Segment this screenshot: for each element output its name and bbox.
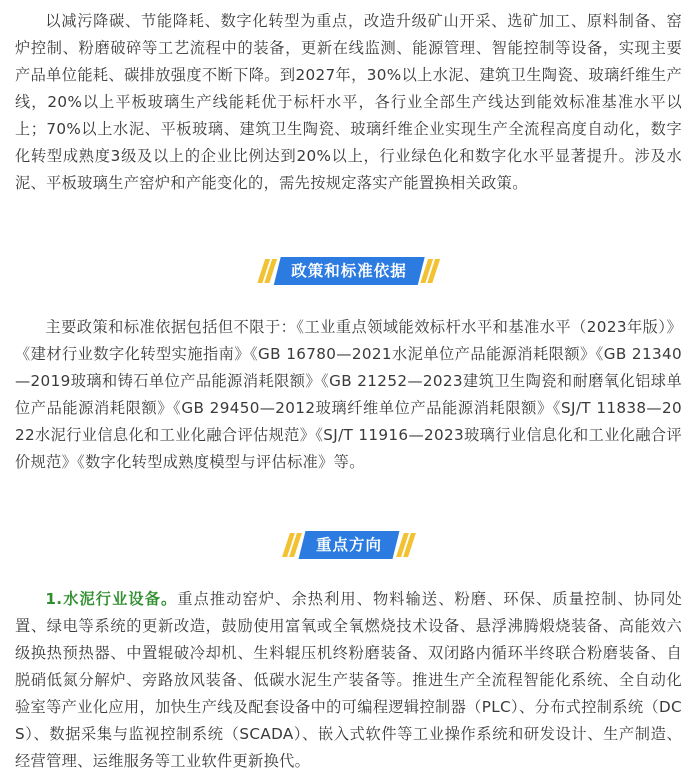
focus-item-cement (15, 586, 682, 775)
policy-paragraph: 主要政策和标准依据包括但不限于：《工业重点领域能效标杆水平和基准水平（2023年版）》《建材行业数字化转型实施指南》《GB 16780—2021水泥单位产品能源消耗限额》《GB 21340—2019玻璃和铸石单位产品能源消耗限额》《GB 21252—2023建筑卫生陶瓷和耐磨氧化铝球单位产品能源消耗限额》《GB 29450—2012玻璃纤维单位产品能源消耗限额》《SJ/T 11838—2022水泥行业信息化和工业化融合评估规范》《SJ/T 11916—2023玻璃行业信息化和工业化融合评价规范》《数字化转型成熟度模型与评估标准》等。 (15, 318, 682, 471)
focus-item-body: 重点推动窑炉、余热利用、物料输送、粉磨、环保、质量控制、协同处置、绿电等系统的更新改造，鼓励使用富氧或全氧燃烧技术设备、悬浮沸腾煅烧装备、高能效六级换热预热器、中置辊破冷却机、生料辊压机终粉磨装备、双闭路内循环半终联合粉磨装备、自脱硝低氮分解炉、旁路放风装备、低碳水泥生产装备等。推进生产全流程智能化系统、全自动化验室等产业化应用，加快生产线及配套设备中的可编程逻辑控制器（PLC）、分布式控制系统（DCS）、数据采集与监视控制系统（SCADA）、嵌入式软件等工业操作系统和研发设计、生产制造、经营管理、运维服务等工业软件更新换代。 (15, 590, 682, 770)
stripe-decoration-left (261, 257, 273, 285)
section-title-tag (298, 531, 399, 559)
section-title-policy: 政策和标准依据 (290, 262, 407, 280)
focus-item-lead: 1.水泥行业设备。 (45, 590, 178, 608)
intro-paragraph: 以减污降碳、节能降耗、数字化转型为重点，改造升级矿山开采、选矿加工、原料制备、窑炉控制、粉磨破碎等工艺流程中的装备，更新在线监测、能源管理、智能控制等设备，实现主要产品单位能耗、碳排放强度不断下降。到2027年，30%以上水泥、建筑卫生陶瓷、玻璃纤维生产线，20%以上平板玻璃生产线能耗优于标杆水平，各行业全部生产线达到能效标准基准水平以上；70%以上水泥、平板玻璃、建筑卫生陶瓷、玻璃纤维企业实现生产全流程高度自动化，数字化转型成熟度3级及以上的企业比例达到20%以上，行业绿色化和数字化水平显著提升。涉及水泥、平板玻璃生产窑炉和产能变化的，需先按规定落实产能置换相关政策。 (15, 12, 682, 192)
stripe-decoration-left (285, 531, 297, 559)
section-title-focus: 重点方向 (315, 536, 382, 554)
section-header-focus (285, 531, 411, 559)
stripe-decoration-right (400, 531, 412, 559)
section-title-tag (273, 257, 423, 285)
stripe-decoration-right (424, 257, 436, 285)
section-header-policy (261, 257, 437, 285)
